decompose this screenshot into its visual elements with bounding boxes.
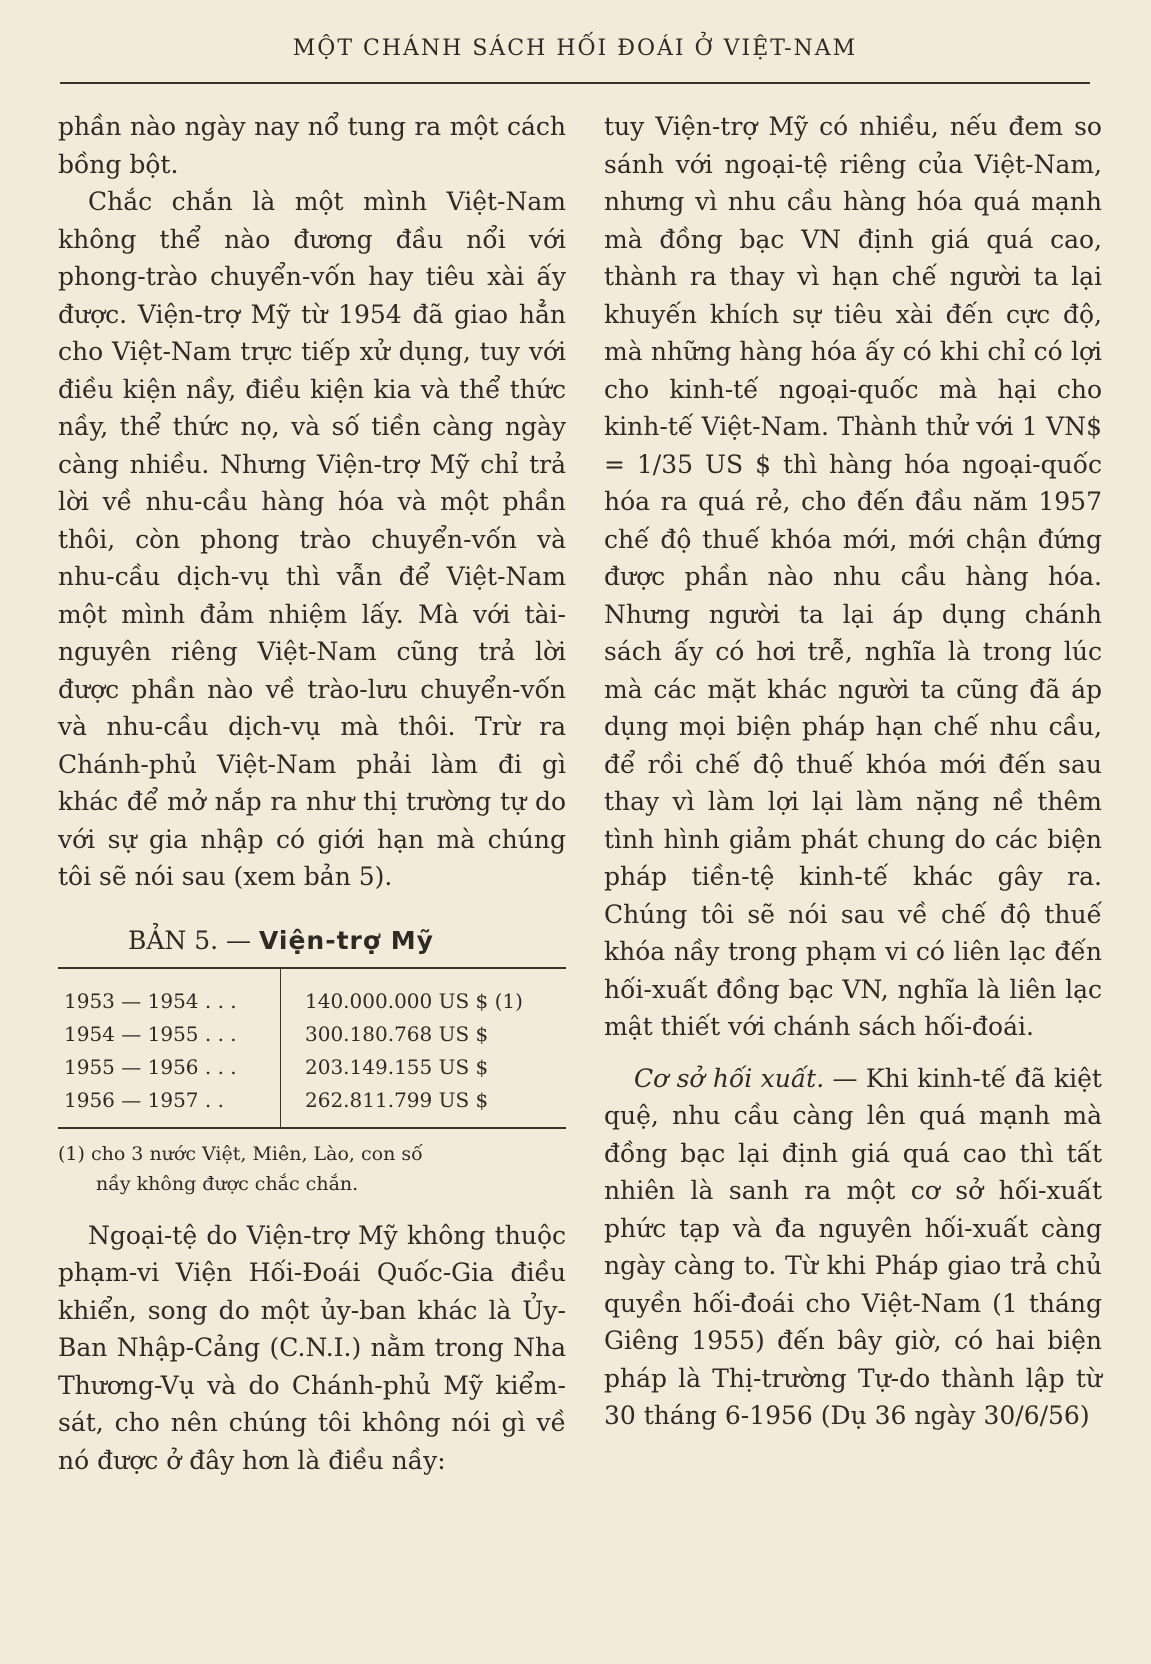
table-cell-years: 1955 — 1956 . . .	[58, 1051, 281, 1084]
table-cell-years: 1954 — 1955 . . .	[58, 1018, 281, 1051]
left-paragraph-2: Chắc chắn là một mình Việt-Nam không thể nào đương đầu nổi với phong-trào chuyển-vốn hay tiêu xài ấy được. Viện-trợ Mỹ từ 1954 đã giao hẳn cho Việt-Nam trực tiếp xử dụng, tuy với điều kiện nầy, điều kiện kia và thể thức nầy, thể thức nọ, và số tiền càng ngày càng nhiều. Nhưng Viện-trợ Mỹ chỉ trả lời về nhu-cầu hàng hóa và một phần thôi, còn phong trào chuyển-vốn và nhu-cầu dịch-vụ thì vẫn để Việt-Nam một mình đảm nhiệm lấy. Mà với tài-nguyên riêng Việt-Nam cũng trả lời được phần nào về trào-lưu chuyển-vốn và nhu-cầu dịch-vụ mà thôi. Trừ ra Chánh-phủ Việt-Nam phải làm đi gì khác để mở nắp ra như thị trường tự do với sự gia nhập có giới hạn mà chúng tôi sẽ nói sau (xem bản 5).	[58, 187, 566, 891]
table-cell-years: 1956 — 1957 . .	[58, 1084, 281, 1128]
us-aid-table	[58, 967, 566, 1129]
table-caption	[58, 926, 566, 955]
table-row	[58, 1084, 566, 1128]
header-rule	[60, 82, 1090, 84]
right-paragraph-1: tuy Viện-trợ Mỹ có nhiều, nếu đem so sánh với ngoại-tệ riêng của Việt-Nam, nhưng vì nhu cầu hàng hóa quá mạnh mà đồng bạc VN định giá quá cao, thành ra thay vì hạn chế người ta lại khuyến khích sự tiêu xài đến cực độ, mà những hàng hóa ấy có khi chỉ có lợi cho kinh-tế ngoại-quốc mà hại cho kinh-tế Việt-Nam. Thành thử với 1 VN$ = 1/35 US $ thì hàng hóa ngoại-quốc hóa ra quá rẻ, cho đến đầu năm 1957 chế độ thuế khóa mới, mới chận đứng được phần nào nhu cầu hàng hóa. Nhưng người ta lại áp dụng chánh sách ấy có hơi trễ, nghĩa là trong lúc mà các mặt khác người ta cũng đã áp dụng mọi biện pháp hạn chế nhu cầu, để rồi chế độ thuế khóa mới đến sau thay vì làm lợi lại làm nặng nề thêm tình hình giảm phát chung do các biện pháp tiền-tệ kinh-tế khác gây ra. Chúng tôi sẽ nói sau về chế độ thuế khóa nầy trong phạm vi có liên lạc đến hối-xuất đồng bạc VN, nghĩa là liên lạc mật thiết với chánh sách hối-đoái.	[604, 112, 1102, 1041]
table-cell-amount: 203.149.155 US $	[305, 1054, 489, 1079]
table-caption-title: Viện-trợ Mỹ	[259, 925, 434, 955]
right-paragraph-2-text: Khi kinh-tế đã kiệt quệ, nhu cầu càng lên quá mạnh mà đồng bạc lại định giá quá cao thì tất nhiên là sanh ra một cơ sở hối-xuất phức tạp và đa nguyên hối-xuất càng ngày càng to. Từ khi Pháp giao trả chủ quyền hối-đoái cho Việt-Nam (1 tháng Giêng 1955) đến bây giờ, có hai biện pháp là Thị-trường Tự-do thành lập từ 30 tháng 6-1956 (Dụ 36 ngày 30/6/56)	[604, 1063, 1102, 1430]
table-row	[58, 1018, 566, 1051]
left-paragraph-1: phần nào ngày nay nổ tung ra một cách bồng bột.	[58, 112, 566, 179]
table-row	[58, 1051, 566, 1084]
table-cell-years: 1953 — 1954 . . .	[58, 968, 281, 1018]
running-header: MỘT CHÁNH SÁCH HỐI ĐOÁI Ở VIỆT-NAM	[292, 36, 858, 61]
section-heading-exchange-base: Cơ sở hối xuất. —	[634, 1063, 858, 1093]
left-column	[58, 108, 566, 1479]
footnote-line-1: (1) cho 3 nước Việt, Miên, Lào, con số	[58, 1142, 423, 1165]
table-cell-amount: 300.180.768 US $	[305, 1021, 489, 1046]
right-column	[604, 108, 1102, 1435]
table-cell-amount: 262.811.799 US $	[305, 1087, 489, 1112]
table-caption-prefix: BẢN 5. —	[128, 925, 252, 955]
table-row	[58, 968, 566, 1018]
table-cell-amount: 140.000.000 US $ (1)	[305, 988, 523, 1013]
right-paragraph-2	[604, 1060, 1102, 1435]
left-paragraph-3: Ngoại-tệ do Viện-trợ Mỹ không thuộc phạm-vi Viện Hối-Đoái Quốc-Gia điều khiển, song do một ủy-ban khác là Ủy-Ban Nhập-Cảng (C.N.I.) nằm trong Nha Thương-Vụ và do Chánh-phủ Mỹ kiểm-sát, cho nên chúng tôi không nói gì về nó được ở đây hơn là điều nầy:	[58, 1220, 566, 1475]
footnote-line-2: nầy không được chắc chắn.	[96, 1172, 359, 1195]
table-footnote	[58, 1139, 566, 1199]
